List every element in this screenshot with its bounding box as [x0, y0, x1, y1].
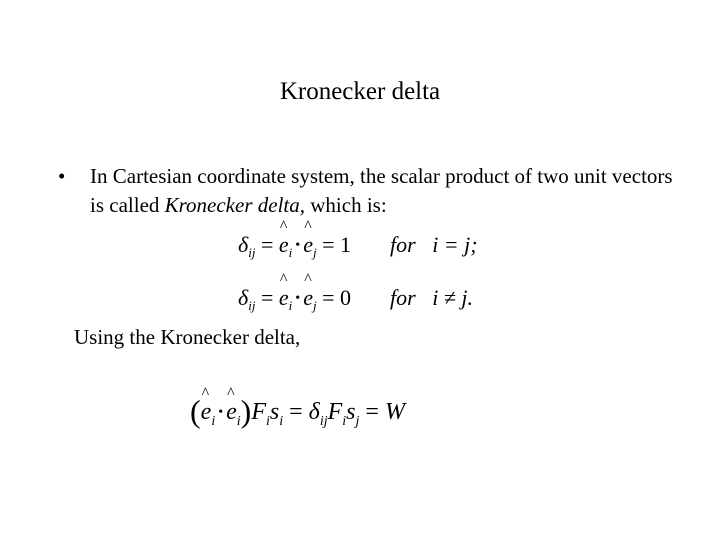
unit-vector-subscript: i: [236, 414, 241, 429]
unit-vector-subscript: j: [312, 245, 317, 260]
using-text: Using the Kronecker delta,: [74, 325, 301, 349]
unit-vector-subscript: j: [312, 298, 317, 313]
force-symbol: F: [251, 399, 266, 425]
force-subscript: i: [342, 414, 347, 429]
dot-operator: •: [295, 291, 301, 306]
delta-symbol: δ: [238, 285, 249, 310]
equals-sign: =: [289, 399, 303, 425]
equals-sign: =: [260, 232, 274, 257]
bullet-text-italic: Kronecker delta,: [164, 193, 305, 217]
bullet-icon: •: [58, 164, 66, 188]
bullet-text: [90, 162, 678, 220]
bullet-text-after: which is:: [305, 193, 387, 217]
delta-subscript: ij: [319, 414, 328, 429]
displacement-subscript: i: [279, 414, 284, 429]
unit-vector-subscript: i: [211, 414, 216, 429]
open-paren: (: [190, 393, 201, 429]
displacement-symbol: s: [269, 399, 280, 425]
unit-vector-e-hat: ^ e: [303, 232, 313, 258]
unit-vector-e-hat: ^ e: [303, 285, 313, 311]
unit-vector-e-hat: ^ e: [226, 399, 237, 426]
unit-vector-e-hat: ^ e: [201, 399, 212, 426]
equals-sign: =: [260, 285, 274, 310]
condition-word: for: [390, 232, 416, 257]
dot-operator: •: [218, 405, 224, 420]
force-subscript: i: [265, 414, 270, 429]
bullet-item: [58, 162, 678, 220]
equation-rhs: = 1: [322, 232, 351, 257]
condition-expression: i ≠ j.: [432, 285, 473, 310]
unit-vector-subscript: i: [288, 245, 293, 260]
delta-subscript: ij: [248, 298, 256, 313]
delta-subscript: ij: [248, 245, 256, 260]
unit-vector-subscript: i: [288, 298, 293, 313]
equation-rhs: = 0: [322, 285, 351, 310]
condition-word: for: [390, 285, 416, 310]
unit-vector-e-hat: ^ e: [279, 285, 289, 311]
work-symbol: W: [384, 399, 405, 425]
force-symbol: F: [327, 399, 343, 425]
displacement-subscript: j: [355, 414, 360, 429]
dot-operator: •: [295, 238, 301, 253]
bullet-text-before: In Cartesian coordinate system, the scalar product of two unit vectors is called: [90, 164, 673, 217]
equals-sign: =: [365, 399, 379, 425]
delta-symbol: δ: [308, 399, 320, 425]
equation-work: [190, 393, 405, 430]
displacement-symbol: s: [346, 399, 356, 425]
equation-delta-not-equal: [238, 285, 473, 311]
close-paren: ): [240, 393, 252, 429]
slide-title: Kronecker delta: [279, 78, 441, 105]
condition-expression: i = j;: [432, 232, 478, 257]
delta-symbol: δ: [238, 232, 249, 257]
equation-delta-equal: [238, 232, 478, 258]
unit-vector-e-hat: ^ e: [279, 232, 289, 258]
